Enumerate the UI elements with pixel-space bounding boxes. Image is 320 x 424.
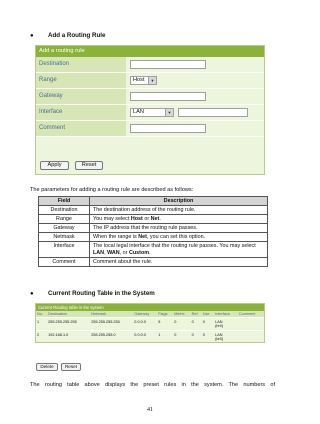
range-select[interactable] [130, 76, 157, 85]
description-cell: The IP address that the routing rule passes. [90, 224, 268, 233]
description-cell: When the range is Net, you can set this option. [90, 233, 268, 242]
range-row [36, 73, 264, 89]
comment-label: Comment [36, 121, 126, 136]
params-intro: The parameters for adding a routing rule are described as follows: [30, 187, 194, 193]
col-netmask: Netmask [90, 311, 133, 318]
col-ref: Ref [191, 311, 202, 318]
field-cell: Comment [39, 258, 90, 267]
reset-routing-button[interactable]: Reset [61, 363, 81, 371]
col-gateway: Gateway [133, 311, 157, 318]
apply-button[interactable]: Apply [40, 161, 69, 170]
section-title: Add a Routing Rule [48, 32, 106, 39]
panel-title: Add a routing rule [36, 46, 264, 57]
destination-label: Destination [36, 57, 126, 72]
description-cell: Comment about the rule. [90, 258, 268, 267]
gateway-row [36, 89, 264, 105]
table-row [39, 233, 268, 242]
table-row [39, 258, 268, 267]
reset-button[interactable]: Reset [75, 161, 103, 170]
routing-table [36, 311, 264, 344]
header-field: Field [39, 197, 90, 206]
params-table-header [39, 197, 268, 206]
section-heading-current-routing-table [30, 290, 155, 298]
field-cell: Range [39, 215, 90, 224]
field-cell: Netmask [39, 233, 90, 242]
col-use: Use [202, 311, 214, 318]
range-label: Range [36, 73, 126, 88]
routing-table-title: Current Routing table in the system [36, 304, 264, 311]
page-number: 41 [147, 407, 153, 413]
bullet-icon: ● [30, 33, 34, 39]
routing-table-panel [35, 303, 265, 343]
interface-row [36, 105, 264, 121]
interface-select[interactable] [130, 108, 174, 117]
gateway-input[interactable] [130, 92, 206, 101]
closing-paragraph: The routing table above displays the preset rules in the system. The numbers of [30, 382, 275, 388]
field-cell: Destination [39, 206, 90, 215]
gateway-label: Gateway [36, 89, 126, 104]
description-cell: You may select Host or Net. [90, 215, 268, 224]
table-row [39, 224, 268, 233]
col-no: No. [36, 311, 47, 318]
add-routing-rule-panel [35, 45, 265, 175]
chevron-down-icon: ▼ [148, 77, 156, 84]
comment-row [36, 121, 264, 137]
field-cell: Interface [39, 242, 90, 258]
interface-label: Interface [36, 105, 126, 120]
col-interface: Interface [214, 311, 238, 318]
delete-button[interactable]: Delete [36, 363, 58, 371]
table-row [39, 242, 268, 258]
section-title: Current Routing Table in the System [48, 290, 155, 297]
description-cell: The destination address of the routing rule. [90, 206, 268, 215]
table-row [39, 215, 268, 224]
col-comment: Comment [238, 311, 264, 318]
description-cell: The local legal interface that the routing rule passes. You may select LAN, WAN, or Custom. [90, 242, 268, 258]
comment-input[interactable] [130, 124, 206, 133]
table-row: 2 192.168.1.0 255.255.255.0 0.0.0.0 1 0 0 0 LAN (br0) [36, 331, 264, 344]
params-table [38, 196, 268, 267]
table-row [39, 206, 268, 215]
chevron-down-icon: ▼ [165, 109, 173, 116]
bullet-icon: ● [30, 291, 34, 297]
destination-input[interactable] [130, 60, 206, 69]
interface-custom-input[interactable] [178, 108, 248, 117]
col-flags: Flags [157, 311, 173, 318]
col-metric: Metric [173, 311, 190, 318]
range-select-value: Host [133, 77, 145, 83]
destination-row [36, 57, 264, 73]
table-row: 1 255.255.255.255 255.255.255.255 0.0.0.0 5 0 0 0 LAN (br0) [36, 318, 264, 331]
header-description: Description [90, 197, 268, 206]
col-destination: Destination [47, 311, 90, 318]
field-cell: Gateway [39, 224, 90, 233]
interface-select-value: LAN [133, 109, 144, 115]
section-heading-add-routing-rule [30, 32, 105, 40]
routing-table-header [36, 311, 264, 318]
